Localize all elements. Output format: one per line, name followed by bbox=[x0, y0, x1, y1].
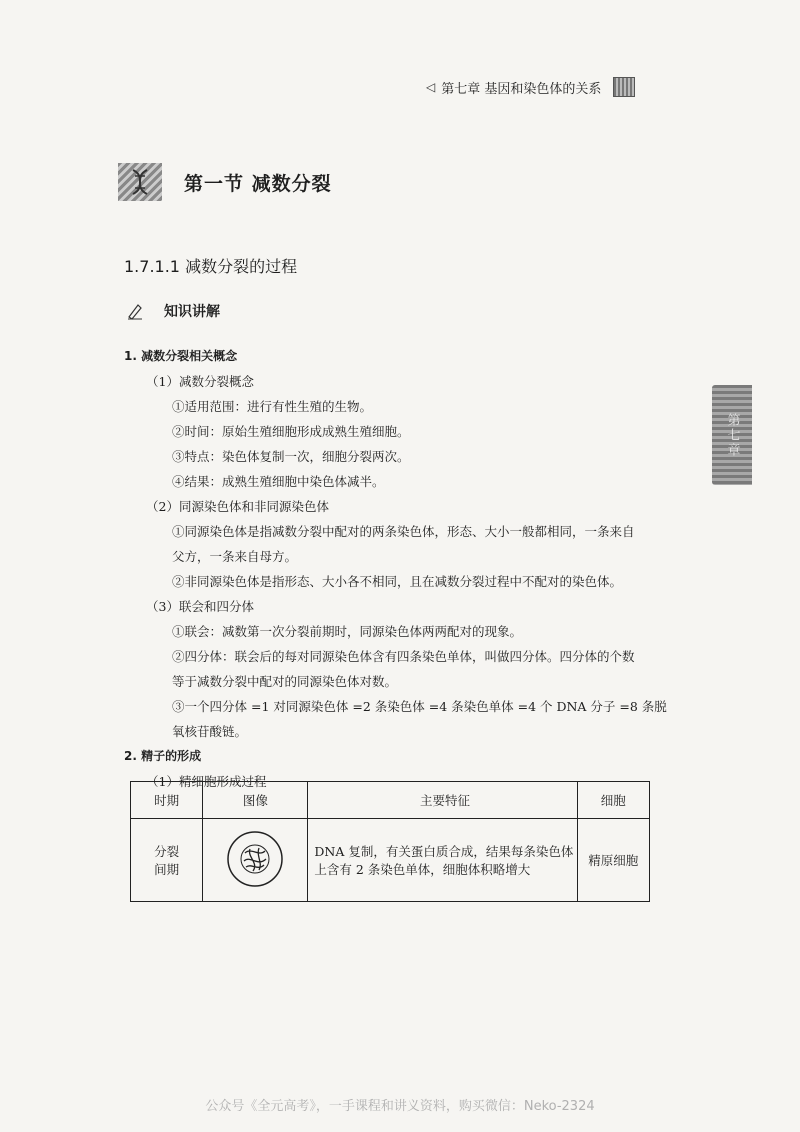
triangle-left-icon: ◁ bbox=[426, 80, 436, 94]
feature-text: DNA 复制，有关蛋白质合成，结果每条染色体 bbox=[314, 844, 574, 859]
list-item: ①适用范围：进行有性生殖的生物。 bbox=[172, 399, 373, 414]
list-item: ③特点：染色体复制一次，细胞分裂两次。 bbox=[172, 449, 410, 464]
paragraph-2: （2）同源染色体和非同源染色体 bbox=[146, 499, 329, 514]
cell-nucleus-icon bbox=[225, 829, 285, 889]
paragraph-3: （3）联会和四分体 bbox=[146, 599, 254, 614]
table-header-cell: 主要特征 bbox=[308, 782, 577, 819]
table-row bbox=[131, 819, 650, 902]
table-header-cell: 时期 bbox=[131, 782, 203, 819]
list-item: ④结果：成熟生殖细胞中染色体减半。 bbox=[172, 474, 385, 489]
running-header bbox=[426, 77, 635, 97]
list-item: ②时间：原始生殖细胞形成成熟生殖细胞。 bbox=[172, 424, 410, 439]
list-item: ②非同源染色体是指形态、大小各不相同，且在减数分裂过程中不配对的染色体。 bbox=[172, 574, 623, 589]
period-cell bbox=[131, 819, 203, 902]
table-header-row bbox=[131, 782, 650, 819]
heading-1: 1. 减数分裂相关概念 bbox=[124, 349, 238, 363]
image-cell bbox=[203, 819, 308, 902]
footer-watermark: 公众号《全元高考》，一手课程和讲义资料，购买微信：Neko-2324 bbox=[205, 1099, 595, 1114]
list-item: ①联会：减数第一次分裂前期时，同源染色体两两配对的现象。 bbox=[172, 624, 523, 639]
chapter-title: 第七章 基因和染色体的关系 bbox=[441, 81, 602, 97]
list-item-continued: 氧核苷酸链。 bbox=[172, 724, 248, 739]
feature-cell bbox=[308, 819, 577, 902]
pen-icon bbox=[126, 302, 144, 320]
feature-text: 上含有 2 条染色单体，细胞体积略增大 bbox=[314, 862, 531, 877]
period-text: 分裂 bbox=[154, 844, 180, 859]
list-item: ②四分体：联会后的每对同源染色体含有四条染色单体，叫做四分体。四分体的个数 bbox=[172, 649, 635, 664]
list-item-continued: 等于减数分裂中配对的同源染色体对数。 bbox=[172, 674, 398, 689]
list-item: ①同源染色体是指减数分裂中配对的两条染色体，形态、大小一般都相同，一条来自 bbox=[172, 524, 635, 539]
subsection-title: 1.7.1.1 减数分裂的过程 bbox=[124, 257, 298, 276]
table-header-cell: 细胞 bbox=[577, 782, 649, 819]
header-block-icon bbox=[613, 77, 635, 97]
cell-type-cell: 精原细胞 bbox=[577, 819, 649, 902]
knowledge-heading bbox=[126, 301, 220, 321]
section-banner bbox=[118, 163, 332, 201]
paragraph-1: （1）减数分裂概念 bbox=[146, 374, 254, 389]
paragraph-4: （1）精细胞形成过程 bbox=[146, 774, 267, 789]
table-header-cell: 图像 bbox=[203, 782, 308, 819]
period-text: 间期 bbox=[154, 862, 180, 877]
section-title: 第一节 减数分裂 bbox=[184, 172, 332, 195]
list-item-continued: 父方，一条来自母方。 bbox=[172, 549, 298, 564]
list-item: ③一个四分体 =1 对同源染色体 =2 条染色体 =4 条染色单体 =4 个 DNA 分子 =8 条脱 bbox=[172, 699, 667, 714]
process-table bbox=[130, 781, 650, 902]
knowledge-heading-label: 知识讲解 bbox=[164, 304, 220, 320]
heading-2: 2. 精子的形成 bbox=[124, 749, 202, 763]
dna-icon bbox=[118, 163, 162, 201]
chapter-side-tab: 第七章 bbox=[712, 385, 752, 485]
